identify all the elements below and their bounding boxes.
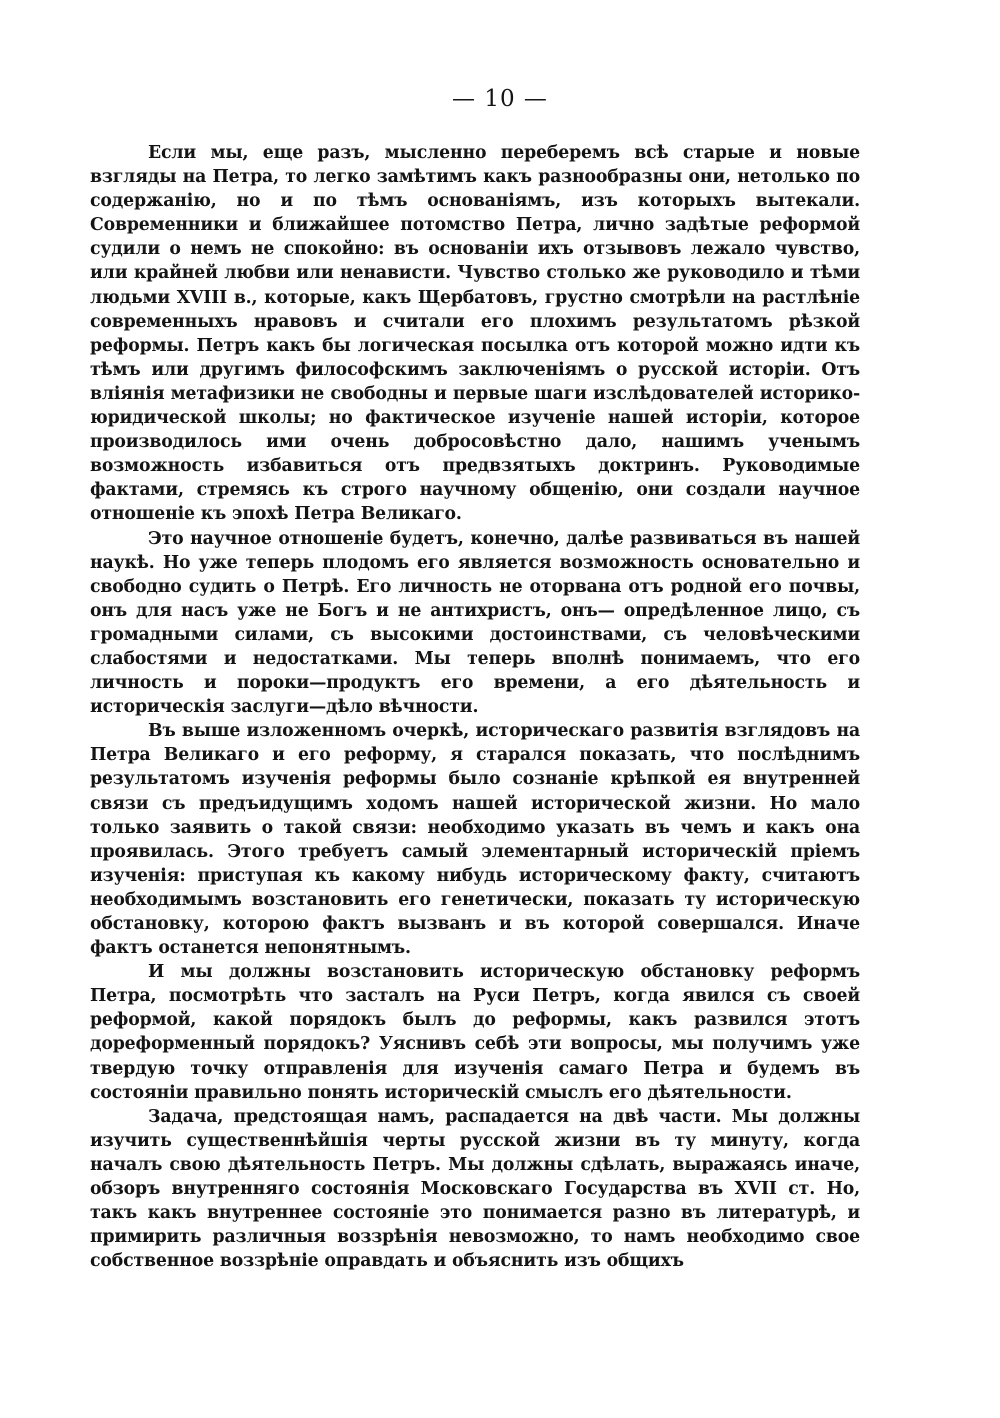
paragraph-2: Это научное отношеніе будетъ, конечно, далѣе развиваться въ нашей наукѣ. Но уже теперь плодомъ его является возможность основательно и свободно судить о Петрѣ. Его личность не оторвана отъ родной его почвы, онъ для насъ уже не Богъ и не антихристъ, онъ— опредѣленное лицо, съ громадными силами, съ высокими достоинствами, съ человѣческими слабостями и недостатками. Мы теперь вполнѣ понимаемъ, что его личность и пороки—продуктъ его времени, а его дѣятельность и историческія заслуги—дѣло вѣчности. — [90, 528, 860, 718]
paragraph-4: И мы должны возстановить историческую обстановку реформъ Петра, посмотрѣть что засталъ на Руси Петръ, когда явился съ своей реформой, какой порядокъ былъ до реформы, какъ развился этотъ дореформенный порядокъ? Уяснивъ себѣ эти вопросы, мы получимъ уже твердую точку отправленія для изученія самаго Петра и будемъ въ состояніи правильно понять историческій смыслъ его дѣятельности. — [90, 962, 860, 1103]
paragraph-5: Задача, предстоящая намъ, распадается на двѣ части. Мы должны изучить существеннѣйшія черты русской жизни въ ту минуту, когда началъ свою дѣятельность Петръ. Мы должны сдѣлать, выражаясь иначе, обзоръ внутренняго состоянія Московскаго Государства въ XVII ст. Но, такъ какъ внутреннее состояніе это понимается разно въ литературѣ, и примирить различныя воззрѣнія невозможно, то намъ необходимо свое собственное воззрѣніе оправдать и объяснить изъ общихъ — [90, 1106, 860, 1272]
paragraph-1: Если мы, еще разъ, мысленно переберемъ всѣ старые и новые взгляды на Петра, то легко замѣтимъ какъ разнообразны они, нетолько по содержанію, но и по тѣмъ основаніямъ, изъ которыхъ вытекали. Современники и ближайшее потомство Петра, лично задѣтые реформой судили о немъ не спокойно: въ основаніи ихъ отзывовъ лежало чувство, или крайней любви или ненависти. Чувство столько же руководило и тѣми людьми XVIII в., которые, какъ Щербатовъ, грустно смотрѣли на растлѣніе современныхъ нравовъ и считали его плохимъ результатомъ рѣзкой реформы. Петръ какъ бы логическая посылка отъ которой можно идти къ тѣмъ или другимъ философскимъ заключеніямъ о русской исторіи. Отъ вліянія метафизики не свободны и первые шаги изслѣдователей историко-юридической школы; но фактическое изученіе нашей исторіи, которое производилось ими очень добросовѣстно дало, нашимъ ученымъ возможность избавиться отъ предвзятыхъ доктринъ. Руководимые фактами, стремясь къ строго научному общенію, они создали научное отношеніе къ эпохѣ Петра Великаго. — [90, 143, 860, 525]
paragraph-3: Въ выше изложенномъ очеркѣ, историческаго развитія взглядовъ на Петра Великаго и его реформу, я старался показать, что послѣднимъ результатомъ изученія реформы было сознаніе крѣпкой ея внутренней связи съ предъидущимъ ходомъ нашей исторической жизни. Но мало только заявить о такой связи: необходимо указать въ чемъ и какъ она проявилась. Этого требуетъ самый элементарный историческій пріемъ изученія: приступая къ какому нибудь историческому факту, считаютъ необходимымъ возстановить его генетически, показать ту историческую обстановку, которою фактъ вызванъ и въ которой совершался. Иначе фактъ останется непонятнымъ. — [90, 721, 860, 959]
body-text — [90, 141, 860, 1273]
page-number: — 10 — — [452, 86, 548, 112]
